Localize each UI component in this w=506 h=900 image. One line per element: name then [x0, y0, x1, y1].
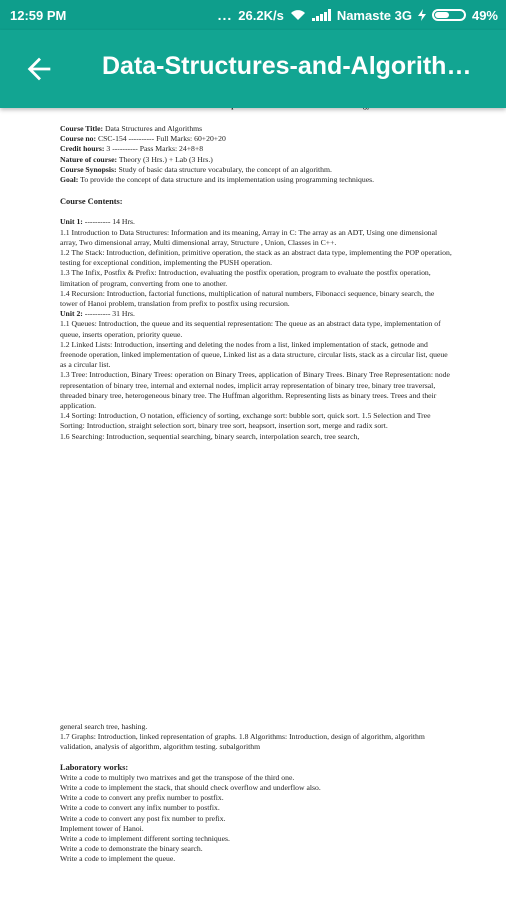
signal-icon [312, 9, 331, 21]
unit1-section-1: 1.1 Introduction to Data Structures: Information and its meaning, Array in C: The array as an ADT, Using one dimensional array, Two dimensional array, Multi dimensional array, Structure , Union, Classes in C++. [60, 227, 438, 247]
credit-hours-line: Credit hours: 3 ---------- Pass Marks: 24+8+8 [60, 144, 204, 154]
lab-item: Write a code to convert any prefix number to postfix. [60, 793, 224, 803]
synopsis-line: Course Synopsis: Study of basic data structure vocabulary, the concept of an algorithm. [60, 164, 332, 174]
contents-heading: Course Contents: [60, 197, 123, 207]
nature-line: Nature of course: Theory (3 Hrs.) + Lab (3 Hrs.) [60, 154, 213, 164]
charging-bolt-icon [418, 9, 426, 21]
lab-item: Write a code to convert any infix number to postfix. [60, 803, 220, 813]
lab-item: Write a code to implement the stack, that should check overflow and underflow also. [60, 783, 321, 793]
unit2-section-3: 1.3 Tree: Introduction, Binary Trees: operation on Binary Trees, application of Binary Trees. Binary Tree Representation: node representation of binary tree, internal and external nodes, implicit array representation of binary tree, binary tree traversal, threaded binary tree, heterogeneous binary tree. The Huffman algorithm. Representing lists as binary trees. Trees and their application. [60, 370, 450, 411]
wifi-icon [290, 9, 306, 21]
unit2-section-2: 1.2 Linked Lists: Introduction, inserting and deleting the nodes from a list, linked implementation of stack, getnode and freenode operation, linked implementation of queue, Linked list as a data structure, circular lists, stack as a circular list, queue as a circular list. [60, 339, 448, 370]
status-bar [0, 0, 506, 30]
goal-line: Goal: To provide the concept of data structure and its implementation using programming techniques. [60, 175, 375, 185]
page2-continuation: general search tree, hashing. [60, 722, 148, 731]
battery-percent: 49% [471, 7, 498, 23]
lab-item: Write a code to implement different sorting techniques. [60, 834, 230, 844]
unit2-section-7: 1.7 Graphs: Introduction, linked representation of graphs. 1.8 Algorithms: Introduction, design of algorithm, algorithm validation, analysis of algorithm, algorithm testing. subalgorithm [60, 732, 425, 752]
unit1-section-2: 1.2 The Stack: Introduction, definition, primitive operation, the stack as an abstract data type, implementing the POP operation, testing for exceptional condition, implementing the PUSH operation. [60, 248, 452, 268]
carrier-name: Namaste 3G [336, 7, 412, 23]
unit2-section-4: 1.4 Sorting: Introduction, O notation, efficiency of sorting, exchange sort: bubble sort, quick sort. 1.5 Selection and Tree Sorting: Introduction, straight selection sort, binary tree sort, heapsort, insertion sort, merge and radix sort. [60, 411, 431, 431]
lab-heading: Laboratory works: [60, 762, 129, 772]
network-speed: 26.2K/s [238, 7, 284, 23]
unit2-section-6: 1.6 Searching: Introduction, sequential searching, binary search, interpolation search, tree search, [60, 431, 360, 441]
page-title: Data-Structures-and-Algorith… [102, 52, 472, 80]
unit1-section-4: 1.4 Recursion: Introduction, factorial functions, multiplication of natural numbers, Fibonacci sequence, binary search, the tower of Hanoi problem, translation from prefix to postfix using recursion. [60, 288, 435, 309]
unit1-section-3: 1.3 The Infix, Postfix & Prefix: Introduction, evaluating the postfix operation, program to evaluate the postfix operation, limitation of program, converting from one to another. [60, 268, 431, 288]
course-title-line: Course Title: Data Structures and Algorithms [60, 124, 203, 133]
battery-icon [432, 9, 466, 21]
lab-item: Write a code to convert any post fix number to prefix. [60, 813, 226, 823]
unit1-heading: Unit 1: ---------- 14 Hrs. [60, 217, 135, 227]
pdf-page-1[interactable] [60, 104, 452, 442]
lab-item: Implement tower of Hanoi. [60, 823, 144, 833]
lab-item: Write a code to implement the queue. [60, 854, 176, 864]
unit2-heading: Unit 2: ---------- 31 Hrs. [60, 309, 135, 319]
arrow-left-icon[interactable] [22, 52, 56, 86]
lab-item: Write a code to demonstrate the binary search. [60, 844, 203, 854]
status-time: 12:59 PM [10, 8, 67, 23]
status-right [218, 7, 498, 23]
notification-dots: ... [217, 7, 233, 23]
course-no-line: Course no: CSC-154 ---------- Full Marks: 60+20+20 [60, 134, 226, 144]
unit2-section-1: 1.1 Queues: Introduction, the queue and its sequential representation: The queue as an abstract data type, implementation of queue, inserts operation, priority queue. [60, 319, 441, 339]
lab-item: Write a code to multiply two matrixes and get the transpose of the third one. [60, 772, 295, 782]
app-bar [0, 30, 506, 108]
pdf-page-2[interactable] [60, 722, 452, 865]
